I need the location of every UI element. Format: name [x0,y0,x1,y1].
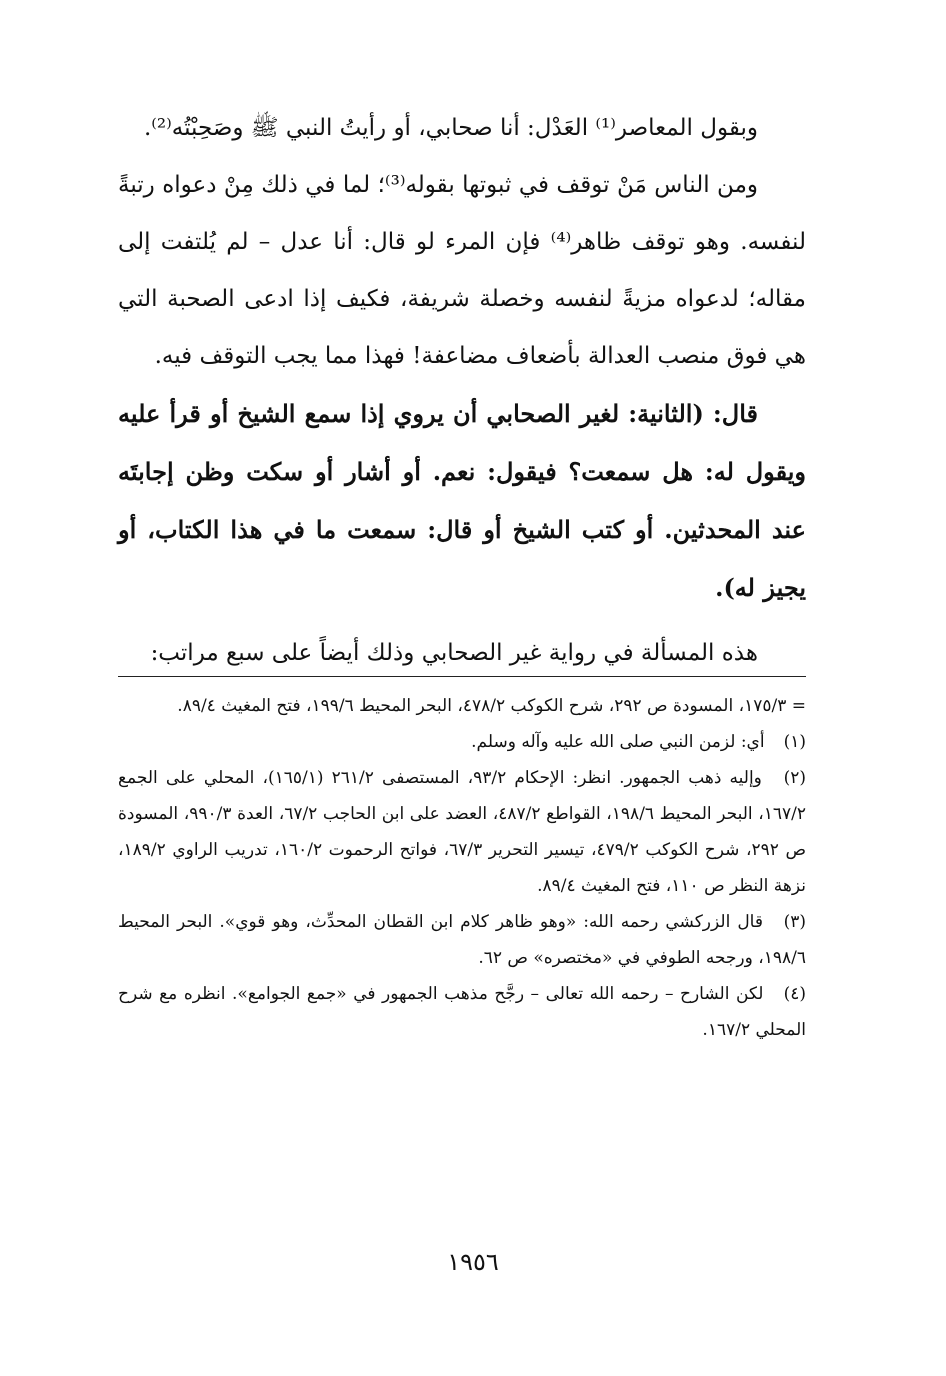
footnote-number: (١) [783,732,806,752]
footnote-number: (٢) [783,768,806,788]
footnote-continuation: = ١٧٥/٣، المسودة ص ٢٩٢، شرح الكوكب ٤٧٨/٢، البحر المحيط ١٩٩/٦، فتح المغيث ٨٩/٤. [177,696,806,716]
paragraph-2: ومن الناس مَنْ توقف في ثبوتها بقوله⁽³⁾؛ لما في ذلك مِنْ دعواه رتبةً لنفسه. وهو توقف ظاهر⁽⁴⁾ فإن المرء لو قال: أنا عدل – لم يُلتفت إلى مقاله؛ لدعواه مزيةً لنفسه وخصلة شريفة، فكيف إذا ادعى الصحبة التي هي فوق منصب العدالة بأضعاف مضاعفة! فهذا مما يجب التوقف فيه. [118,172,806,369]
footnote-text: لكن الشارح – رحمه الله تعالى – رجَّح مذهب الجمهور في «جمع الجوامع». انظره مع شرح المحلي ١٦٧/٢. [118,984,806,1040]
footnote-separator [118,676,806,677]
footnote-text: أي: لزمن النبي صلى الله عليه وآله وسلم. [471,732,765,752]
footnote-text: قال الزركشي رحمه الله: «وهو ظاهر كلام ابن القطان المحدِّث، وهو قوي». البحر المحيط ١٩٨/٦، ورجحه الطوفي في «مختصره» ص ٦٢. [118,912,806,968]
footnote-number: (٤) [783,984,807,1004]
footnote-4 [118,976,806,1048]
footnote-2 [118,760,806,904]
quoted-rule-paragraph: قال: (الثانية: لغير الصحابي أن يروي إذا سمع الشيخ أو قرأ عليه ويقول له: هل سمعت؟ فيقول: نعم. أو أشار أو سكت وظن إجابتَه عند المحدثين. أو كتب الشيخ أو قال: سمعت ما في هذا الكتاب، أو يجيز له). [118,399,806,602]
main-text [118,100,806,682]
footnotes [118,688,806,1048]
footnote-text: وإليه ذهب الجمهور. انظر: الإحكام ٩٣/٢، المستصفى ٢٦١/٢ (١٦٥/١)، المحلي على الجمع ١٦٧/٢، البحر المحيط ١٩٨/٦، القواطع ٤٨٧/٢، العضد على ابن الحاجب ٦٧/٢، العدة ٩٩٠/٣، المسودة ص ٢٩٢، شرح الكوكب ٤٧٩/٢، تيسير التحرير ٦٧/٣، فواتح الرحموت ١٦٠/٢، تدريب الراوي ١٨٩/٢، نزهة النظر ص ١١٠، فتح المغيث ٨٩/٤. [118,768,807,896]
paragraph-4: هذه المسألة في رواية غير الصحابي وذلك أيضاً على سبع مراتب: [150,640,758,666]
footnote-1 [118,724,806,760]
footnote-number: (٣) [783,912,807,932]
paragraph-1: وبقول المعاصر⁽¹⁾ العَدْل: أنا صحابي، أو رأيتُ النبي ﷺ وصَحِبْتُه⁽²⁾. [143,115,758,141]
page-number: ١٩٥٦ [447,1248,499,1276]
footnote-3 [118,904,806,976]
